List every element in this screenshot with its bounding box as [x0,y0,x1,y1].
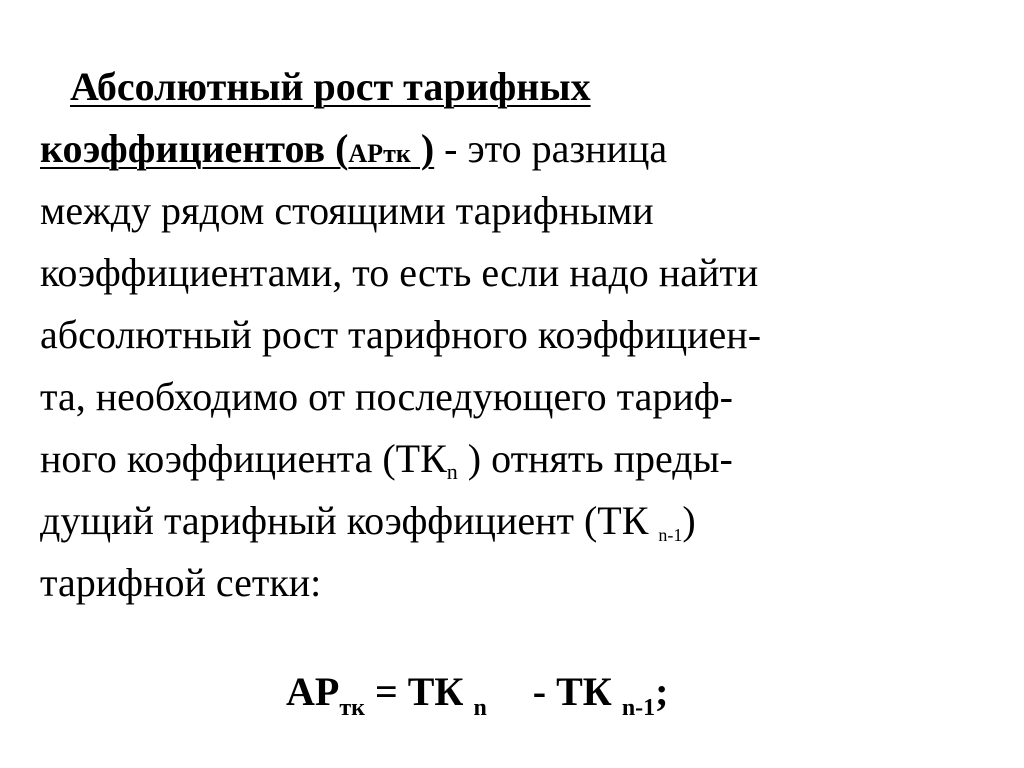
formula-tk-subscript-n: n [473,695,487,721]
subscript-n: n [446,459,458,484]
line-2: коэффициентов (АРтк ) - это разница [40,126,668,171]
formula-tk-subscript-n-1: n-1 [621,695,656,721]
line-9: тарифной сетки: [40,560,322,605]
line-5: абсолютный рост тарифного коэффициен- [40,312,762,357]
formula-ap: АР [286,669,340,714]
formula [286,668,668,722]
line-8: дущий тарифный коэффициент (ТК n-1) [40,498,696,545]
line-6: та, необходимо от последующего тариф- [40,374,733,419]
term-abbreviation: АРтк [348,139,411,168]
formula-ap-subscript: тк [339,695,365,721]
formula-minus-tk: - ТК [532,669,622,714]
line-4: коэффициентами, то есть если надо найти [40,250,759,295]
line-1 [40,56,1000,118]
definition-paragraph [40,56,1000,614]
subscript-n-1: n-1 [658,525,683,545]
formula-semicolon: ; [655,669,669,714]
formula-equals-tk: = ТК [364,669,474,714]
line-7: ного коэффициента ($ТК_n$ ) отнять преды- [40,436,733,484]
term-heading-part2: коэффициентов (АРтк ) [40,126,435,171]
term-heading-part1: Абсолютный рост тарифных [70,64,591,109]
line-3: между рядом стоящими тарифными [40,188,654,233]
